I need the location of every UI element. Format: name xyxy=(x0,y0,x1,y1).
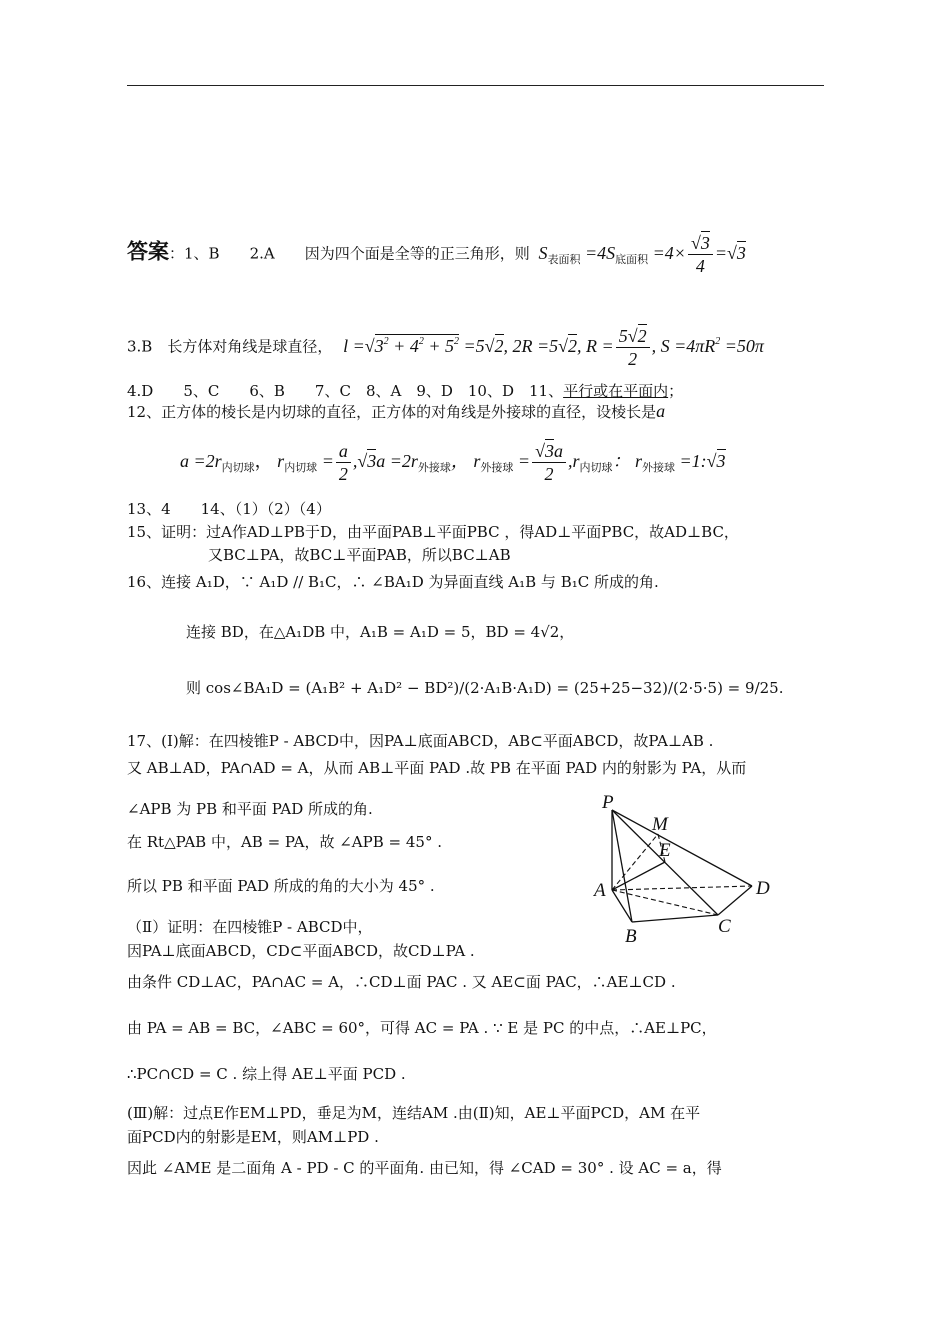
diagonal-formula: $l =√3^2 + 4^2 + 5^2 =5√2$, 2R =5√2, R = $\frac{5√2}{2}$ , $S =4\pi R^2 =50\pi$ xyxy=(343,326,764,369)
vertex-label-B: B xyxy=(625,926,637,947)
edge-PD xyxy=(612,810,752,886)
answer-line-15: 在 Rt△PAB 中，AB = PA，故 ∠APB = 45° . xyxy=(127,833,442,851)
edge-BC xyxy=(632,915,718,922)
answer-line-6: 13、4 14、（1）（2）（4） xyxy=(127,500,331,518)
answer-line-19: 由条件 CD⊥AC，PA∩AC = A，∴CD⊥面 PAC . 又 AE⊂面 PAC，∴AE⊥CD . xyxy=(127,973,676,991)
vertex-label-A: A xyxy=(594,880,606,901)
edge-variable: a xyxy=(656,401,666,421)
answer-line-14: ∠APB 为 PB 和平面 PAD 所成的角. xyxy=(127,800,373,818)
vertex-label-P: P xyxy=(602,792,614,813)
answer-line-5 xyxy=(180,440,726,485)
point-label-M: M xyxy=(652,814,668,835)
vertex-label-C: C xyxy=(718,916,731,937)
answer-heading: 答案 xyxy=(127,239,169,264)
answer-line-1 xyxy=(127,232,746,277)
answer-line-8: 又BC⊥PA，故BC⊥平面PAB，所以BC⊥AB xyxy=(208,546,511,564)
answer-text-1: ：1、B 2.A 因为四个面是全等的正三角形，则 xyxy=(169,244,530,263)
answer-line-2 xyxy=(127,325,764,370)
pyramid-figure xyxy=(590,790,780,950)
answer-line-23: 面PCD内的射影是EM，则AM⊥PD . xyxy=(127,1128,379,1146)
answer-11-underlined: 平行或在平面内 xyxy=(563,382,669,400)
answer-line-18: 因PA⊥底面ABCD，CD⊂平面ABCD，故CD⊥PA . xyxy=(127,942,475,960)
answer-text-3-end: ； xyxy=(668,382,684,400)
answer-line-7: 15、证明：过A作AD⊥PB于D，由平面PAB⊥平面PBC ，得AD⊥平面PBC，故AD⊥BC， xyxy=(127,523,739,541)
edge-CD xyxy=(718,886,752,915)
answer-line-12: 17、(Ⅰ)解：在四棱锥P - ABCD中，因PA⊥底面ABCD，AB⊂平面ABCD，故PA⊥AB . xyxy=(127,732,714,750)
answer-line-16: 所以 PB 和平面 PAD 所成的角的大小为 45° . xyxy=(127,877,435,895)
answer-text-3: 4.D 5、C 6、B 7、C 8、A 9、D 10、D 11、 xyxy=(127,382,564,400)
answer-line-11: 则 cos∠BA₁D = (A₁B² + A₁D² − BD²)/(2·A₁B·A₁D) = (25+25−32)/(2·5·5) = 9/25. xyxy=(186,679,784,697)
segment-AM-hidden xyxy=(612,834,658,890)
answer-line-21: ∴PC∩CD = C . 综上得 AE⊥平面 PCD . xyxy=(127,1065,406,1083)
answer-line-24: 因此 ∠AME 是二面角 A - PD - C 的平面角. 由已知，得 ∠CAD = 30° . 设 AC = a，得 xyxy=(127,1159,722,1177)
answer-line-3 xyxy=(127,381,683,401)
answer-line-9: 16、连接 A₁D，∵ A₁D // B₁C，∴ ∠BA₁D 为异面直线 A₁B 与 B₁C 所成的角. xyxy=(127,573,659,591)
header-rule xyxy=(127,85,824,86)
sphere-radius-formula: $a =2r_{内切球}$， $r_{内切球}$ = $\frac{a}{2}$ $,√3a =2r_{外接球}$， $r_{外接球}$ = $\frac{√3a}{2}$ $,r_{内切球}$： $r_{外接球}$ =1:√3 xyxy=(180,441,726,484)
answer-line-10: 连接 BD，在△A₁DB 中，A₁B = A₁D = 5，BD = 4√2， xyxy=(186,623,575,641)
surface-area-formula: $S_{表面积} =4S_{底面积} =4\times$ $\frac{√3}{4}$ =√3 xyxy=(538,233,746,276)
answer-line-22: (Ⅲ)解：过点E作EM⊥PD，垂足为M，连结AM .由(Ⅱ)知，AE⊥平面PCD，AM 在平 xyxy=(127,1104,701,1122)
segment-AE xyxy=(612,862,665,890)
answer-line-17: （Ⅱ）证明：在四棱锥P - ABCD中， xyxy=(127,918,373,936)
answer-text-2: 3.B 长方体对角线是球直径， xyxy=(127,337,333,356)
answer-line-20: 由 PA = AB = BC，∠ABC = 60°，可得 AC = PA . ∵ E 是 PC 的中点，∴AE⊥PC， xyxy=(127,1019,717,1037)
vertex-label-D: D xyxy=(756,878,770,899)
answer-text-4: 12、正方体的棱长是内切球的直径，正方体的对角线是外接球的直径，设棱长是 xyxy=(127,403,657,421)
answer-line-13: 又 AB⊥AD，PA∩AD = A，从而 AB⊥平面 PAD .故 PB 在平面 PAD 内的射影为 PA，从而 xyxy=(127,759,747,777)
point-label-E: E xyxy=(659,840,671,861)
edge-AD-hidden xyxy=(612,886,752,890)
answer-line-4 xyxy=(127,401,665,422)
